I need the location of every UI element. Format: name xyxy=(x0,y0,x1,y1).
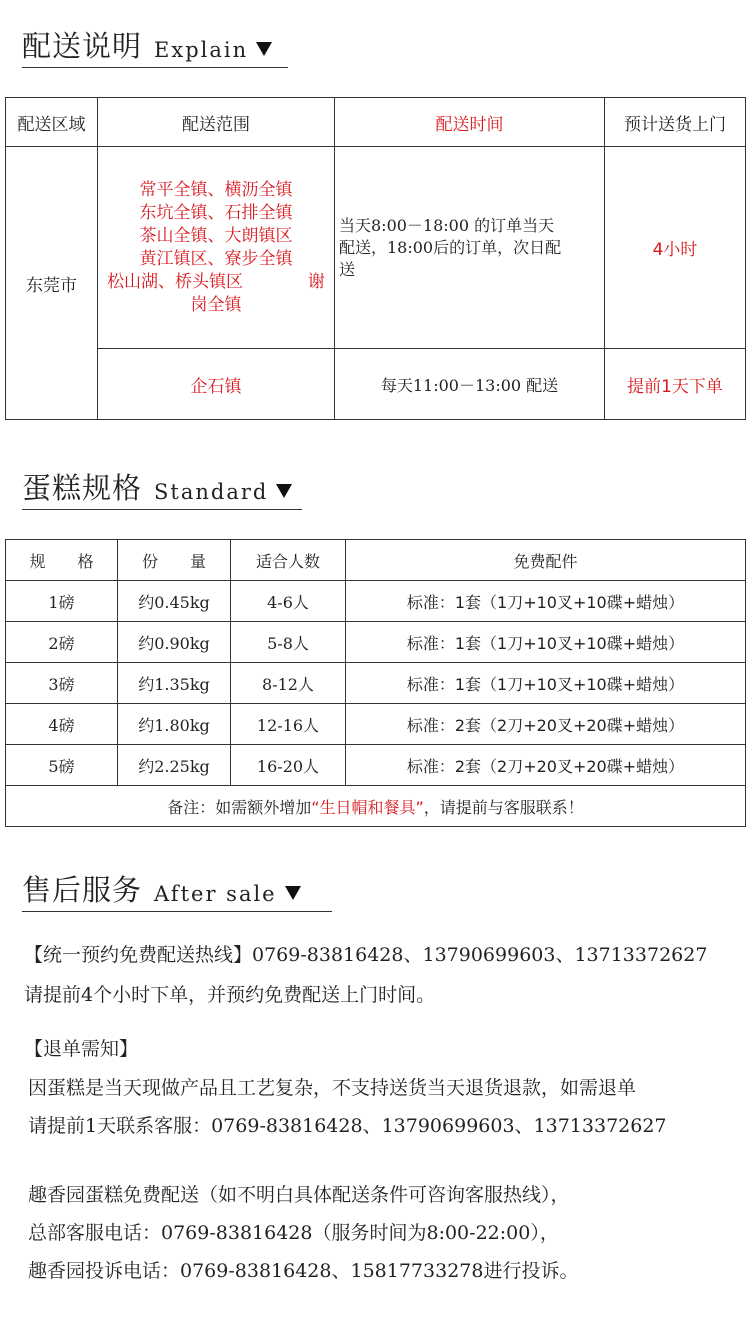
table-header-row xyxy=(6,540,746,581)
info-line-3: 趣香园投诉电话：0769-83816428、15817733278进行投诉。 xyxy=(28,1260,579,1282)
table-row xyxy=(6,663,746,704)
note-prefix: 备注：如需额外增加 xyxy=(167,797,312,817)
eta-2-cell: 提前1天下单 xyxy=(605,349,746,420)
table-row xyxy=(6,349,746,420)
header-region: 配送区域 xyxy=(6,98,98,147)
standard-heading xyxy=(22,466,302,510)
people-cell: 8-12人 xyxy=(231,663,346,704)
weight-cell: 约0.45kg xyxy=(118,581,231,622)
standard-title-zh: 蛋糕规格 xyxy=(22,471,143,505)
accessories-cell: 标准：1套（1刀+10叉+10碟+蜡烛） xyxy=(346,622,746,663)
explain-title-en: Explain xyxy=(154,38,249,62)
after-sale-title-zh: 售后服务 xyxy=(22,873,143,907)
after-sale-title-en: After sale xyxy=(154,882,277,906)
note-suffix: ，请提前与客服联系！ xyxy=(423,797,584,817)
people-cell: 16-20人 xyxy=(231,745,346,786)
refund-line-1: 因蛋糕是当天现做产品且工艺复杂，不支持送货当天退货退款，如需退单 xyxy=(28,1077,637,1099)
hotline-note: 请提前4个小时下单，并预约免费配送上门时间。 xyxy=(24,984,436,1006)
hotline-text: 【统一预约免费配送热线】0769-83816428、13790699603、13713372627 xyxy=(24,944,708,966)
zone-line: 松山湖、桥头镇区 谢 xyxy=(107,271,325,292)
info-line-1: 趣香园蛋糕免费配送（如不明白具体配送条件可咨询客服热线）， xyxy=(28,1184,570,1206)
zones-cell xyxy=(98,147,335,349)
people-cell: 4-6人 xyxy=(231,581,346,622)
time-line: 当天8:00－18:00 的订单当天 xyxy=(339,215,555,235)
header-people: 适合人数 xyxy=(231,540,346,581)
zone-line: 岗全镇 xyxy=(190,294,242,315)
weight-cell: 约1.35kg xyxy=(118,663,231,704)
header-weight: 份 量 xyxy=(118,540,231,581)
weight-cell: 约2.25kg xyxy=(118,745,231,786)
weight-cell: 约1.80kg xyxy=(118,704,231,745)
info-line-2: 总部客服电话：0769-83816428（服务时间为8:00-22:00）， xyxy=(28,1222,559,1244)
people-cell: 5-8人 xyxy=(231,622,346,663)
triangle-down-icon xyxy=(256,42,272,56)
explain-title-zh: 配送说明 xyxy=(22,29,143,63)
table-row xyxy=(6,147,746,349)
time-line: 送 xyxy=(339,259,356,279)
delivery-table xyxy=(5,97,746,420)
table-row xyxy=(6,745,746,786)
people-cell: 12-16人 xyxy=(231,704,346,745)
header-eta: 预计送货上门 xyxy=(605,98,746,147)
zone-line: 黄江镇区、寮步全镇 xyxy=(139,248,293,269)
size-cell: 3磅 xyxy=(6,663,118,704)
triangle-down-icon xyxy=(285,886,301,900)
header-accessories: 免费配件 xyxy=(346,540,746,581)
explain-heading xyxy=(22,24,288,68)
refund-line-2: 请提前1天联系客服：0769-83816428、13790699603、13713372627 xyxy=(28,1115,667,1137)
header-time: 配送时间 xyxy=(335,98,605,147)
spec-table xyxy=(5,539,746,827)
table-row xyxy=(6,622,746,663)
after-sale-heading xyxy=(22,868,332,912)
size-cell: 5磅 xyxy=(6,745,118,786)
note-highlight: “生日帽和餐具” xyxy=(311,797,424,817)
accessories-cell: 标准：2套（2刀+20叉+20碟+蜡烛） xyxy=(346,745,746,786)
note-cell xyxy=(6,786,746,827)
note-row xyxy=(6,786,746,827)
size-cell: 4磅 xyxy=(6,704,118,745)
table-row xyxy=(6,581,746,622)
triangle-down-icon xyxy=(276,484,292,498)
time-cell xyxy=(335,147,605,349)
eta-cell: 4小时 xyxy=(605,147,746,349)
accessories-cell: 标准：2套（2刀+20叉+20碟+蜡烛） xyxy=(346,704,746,745)
time-line: 配送，18:00后的订单，次日配 xyxy=(339,237,562,257)
region-cell: 东莞市 xyxy=(6,147,98,420)
zone-line: 常平全镇、横沥全镇 xyxy=(139,179,293,200)
zone-line: 东坑全镇、石排全镇 xyxy=(139,202,293,223)
size-cell: 2磅 xyxy=(6,622,118,663)
table-header-row xyxy=(6,98,746,147)
weight-cell: 约0.90kg xyxy=(118,622,231,663)
accessories-cell: 标准：1套（1刀+10叉+10碟+蜡烛） xyxy=(346,581,746,622)
zone-2-cell: 企石镇 xyxy=(98,349,335,420)
header-size: 规 格 xyxy=(6,540,118,581)
size-cell: 1磅 xyxy=(6,581,118,622)
accessories-cell: 标准：1套（1刀+10叉+10碟+蜡烛） xyxy=(346,663,746,704)
standard-title-en: Standard xyxy=(154,480,269,504)
refund-title: 【退单需知】 xyxy=(24,1038,139,1060)
header-zones: 配送范围 xyxy=(98,98,335,147)
zone-line: 茶山全镇、大朗镇区 xyxy=(139,225,293,246)
table-row xyxy=(6,704,746,745)
time-2-cell: 每天11:00－13:00 配送 xyxy=(335,349,605,420)
